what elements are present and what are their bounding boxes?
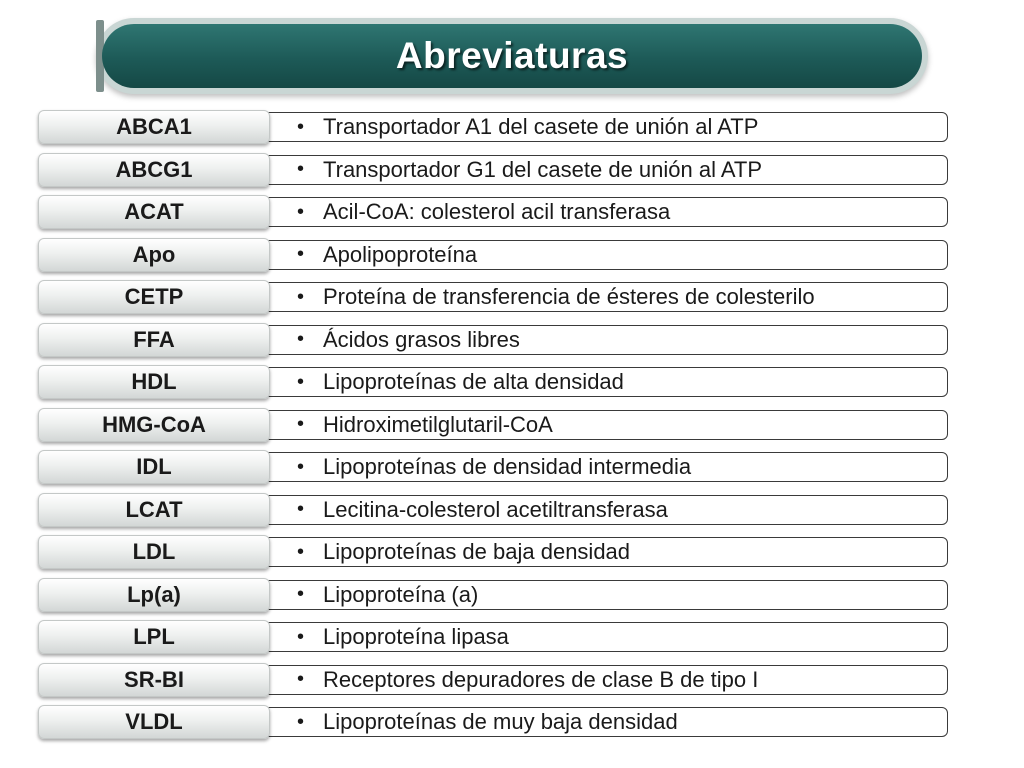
- list-item: [38, 108, 950, 151]
- list-item: [38, 363, 950, 406]
- abbreviation-text: ACAT: [124, 199, 184, 224]
- abbreviation-label: [38, 365, 270, 399]
- definition-box: [254, 707, 948, 737]
- list-item: [38, 151, 950, 194]
- abbreviation-list: [38, 108, 950, 746]
- list-item: [38, 618, 950, 661]
- definition-box: [254, 282, 948, 312]
- definition-text: Lipoproteínas de muy baja densidad: [323, 709, 678, 734]
- definition-box: [254, 580, 948, 610]
- definition-text: Lipoproteínas de alta densidad: [323, 369, 624, 394]
- bullet: •: [297, 285, 305, 308]
- bullet: •: [297, 540, 305, 563]
- definition-box: [254, 495, 948, 525]
- definition-text: Ácidos grasos libres: [323, 326, 520, 352]
- list-item: [38, 278, 950, 321]
- list-item: [38, 193, 950, 236]
- definition-box: [254, 622, 948, 652]
- bullet: •: [297, 328, 305, 350]
- definition-text: Apolipoproteína: [323, 241, 478, 267]
- abbreviation-label: [38, 450, 270, 484]
- abbreviation-label: [38, 323, 270, 357]
- definition-text: Receptores depuradores de clase B de tipo I: [323, 666, 759, 692]
- abbreviation-text: SR-BI: [124, 666, 184, 692]
- list-item: [38, 448, 950, 491]
- definition-box: [254, 665, 948, 695]
- definition-text: Proteína de transferencia de ésteres de colesterilo: [323, 284, 815, 309]
- list-item: [38, 576, 950, 619]
- definition-box: [254, 537, 948, 567]
- definition-box: [254, 410, 948, 440]
- bullet: •: [297, 243, 305, 265]
- definition-box: [254, 367, 948, 397]
- definition-text: Hidroximetilglutaril-CoA: [323, 411, 553, 437]
- abbreviation-text: CETP: [124, 284, 184, 309]
- abbreviation-label: [38, 408, 270, 442]
- bullet: •: [297, 668, 305, 690]
- bullet: •: [297, 455, 305, 478]
- definition-box: [254, 112, 948, 142]
- list-item: [38, 491, 950, 534]
- list-item: [38, 703, 950, 746]
- bullet: •: [297, 115, 305, 138]
- abbreviation-label: [38, 578, 270, 612]
- abbreviation-label: [38, 195, 270, 229]
- abbreviation-text: HMG-CoA: [102, 411, 206, 437]
- abbreviation-label: [38, 620, 270, 654]
- definition-text: Lipoproteína lipasa: [323, 624, 509, 649]
- definition-text: Transportador G1 del casete de unión al ATP: [323, 156, 763, 182]
- abbreviation-text: VLDL: [125, 709, 183, 734]
- abbreviation-label: [38, 705, 270, 739]
- definition-text: Lecitina-colesterol acetiltransferasa: [323, 496, 668, 522]
- list-item: [38, 533, 950, 576]
- abbreviation-text: FFA: [133, 326, 175, 352]
- list-item: [38, 406, 950, 449]
- definition-text: Transportador A1 del casete de unión al ATP: [323, 114, 759, 139]
- abbreviation-text: IDL: [136, 454, 172, 479]
- page-title: Abreviaturas: [395, 35, 629, 76]
- definition-box: [254, 452, 948, 482]
- bullet: •: [297, 413, 305, 435]
- bullet: •: [297, 498, 305, 520]
- abbreviation-text: LCAT: [125, 496, 183, 522]
- definition-box: [254, 155, 948, 185]
- bullet: •: [297, 583, 305, 605]
- abbreviation-text: ABCG1: [115, 156, 193, 182]
- definition-text: Lipoproteína (a): [323, 581, 479, 607]
- list-item: [38, 661, 950, 704]
- definition-text: Lipoproteínas de baja densidad: [323, 539, 631, 564]
- abbreviation-text: LDL: [132, 539, 176, 564]
- abbreviation-text: Apo: [132, 241, 176, 267]
- abbreviation-text: Lp(a): [127, 581, 181, 607]
- definition-box: [254, 325, 948, 355]
- abbreviation-text: LPL: [133, 624, 175, 649]
- bullet: •: [297, 710, 305, 733]
- bullet: •: [297, 200, 305, 223]
- bullet: •: [297, 370, 305, 393]
- title-banner-inner: [102, 24, 922, 88]
- abbreviation-label: [38, 238, 270, 272]
- abbreviation-text: ABCA1: [116, 114, 192, 139]
- abbreviation-text: HDL: [131, 369, 177, 394]
- list-item: [38, 236, 950, 279]
- abbreviation-label: [38, 153, 270, 187]
- abbreviation-label: [38, 663, 270, 697]
- bullet: •: [297, 625, 305, 648]
- abbreviation-label: [38, 493, 270, 527]
- abbreviation-label: [38, 535, 270, 569]
- abbreviation-label: [38, 110, 270, 144]
- definition-text: Acil-CoA: colesterol acil transferasa: [323, 199, 671, 224]
- list-item: [38, 321, 950, 364]
- definition-text: Lipoproteínas de densidad intermedia: [323, 454, 692, 479]
- abbreviation-label: [38, 280, 270, 314]
- definition-box: [254, 240, 948, 270]
- definition-box: [254, 197, 948, 227]
- bullet: •: [297, 158, 305, 180]
